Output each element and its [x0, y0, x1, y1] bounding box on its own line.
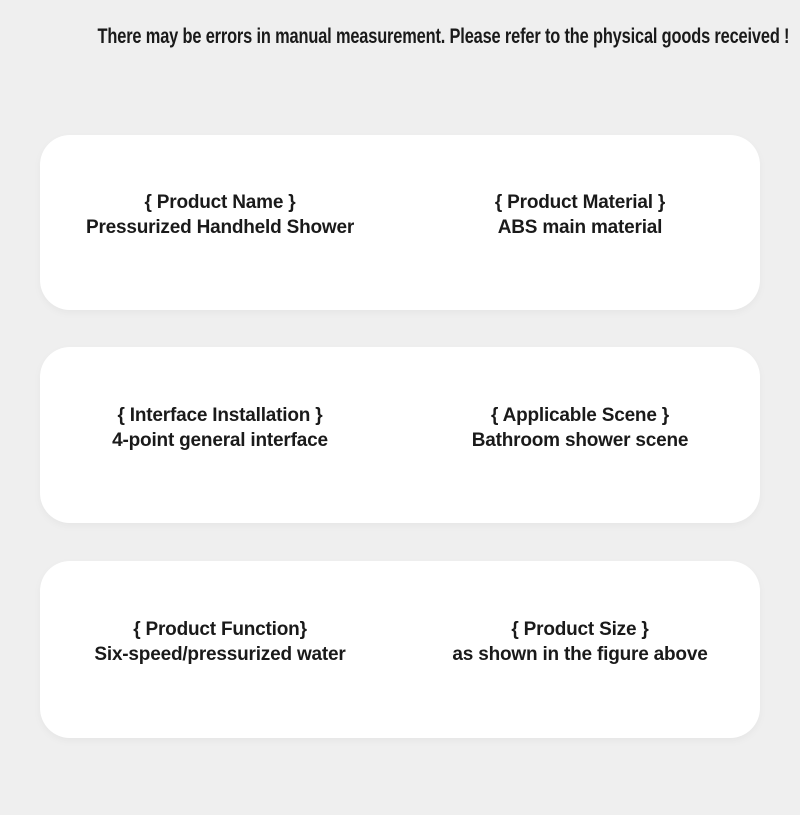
spec-cell-product-function [40, 561, 400, 738]
spec-cell-product-name [40, 135, 400, 310]
spec-card-function-size [40, 561, 760, 738]
spec-cell-product-material [400, 135, 760, 310]
spec-value-applicable-scene: Bathroom shower scene [471, 429, 689, 451]
spec-label-product-function: { Product Function} [133, 619, 307, 640]
spec-label-product-name: { Product Name } [144, 192, 296, 213]
spec-label-product-size: { Product Size } [511, 619, 649, 640]
spec-cell-interface-installation [40, 347, 400, 523]
spec-label-applicable-scene: { Applicable Scene } [491, 404, 669, 426]
spec-card-name-material [40, 135, 760, 310]
spec-card-interface-scene [40, 347, 760, 523]
spec-cell-product-size [400, 561, 760, 738]
spec-value-product-material: ABS main material [497, 217, 663, 238]
spec-label-interface-installation: { Interface Installation } [117, 404, 323, 426]
spec-value-product-size: as shown in the figure above [452, 644, 708, 665]
spec-value-interface-installation: 4-point general interface [112, 429, 328, 451]
spec-value-product-name: Pressurized Handheld Shower [85, 217, 355, 238]
spec-label-product-material: { Product Material } [494, 192, 666, 213]
spec-cell-applicable-scene [400, 347, 760, 523]
measurement-notice-text: There may be errors in manual measurement. Please refer to the physical goods received ! [97, 25, 790, 48]
spec-value-product-function: Six-speed/pressurized water [94, 644, 346, 665]
measurement-notice [0, 25, 800, 49]
